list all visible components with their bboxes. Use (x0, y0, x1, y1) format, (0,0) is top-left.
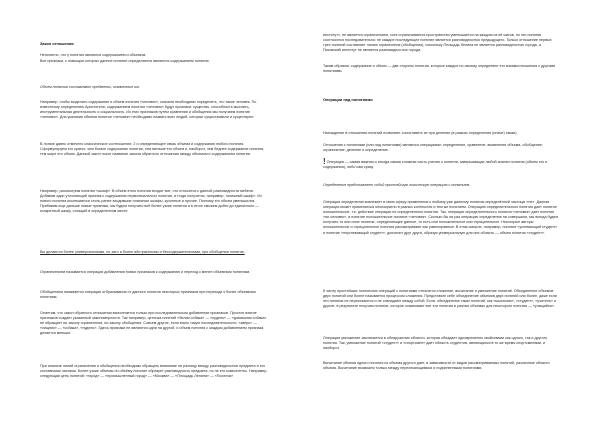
section-heading-laws: Закон отношения (40, 41, 74, 46)
paragraph: Нахождение в отношении понятий позволяет сопоставить их при делении (в рамках определения (иначе) связи). (323, 131, 518, 135)
paragraph: При анализе линий ограничения и обобщения необходимо обращать внимание на разницу между разновидностью предмета и его составными частями. Более узкие объемы по объёму понятие образует разновидность предмета, но не его компоненты. Например, следующая цепь понятий: «город» — «промышленный город» — «Москва» — «Площадь Ленина» — «Поселок» (40, 364, 268, 379)
exclamation-icon: ! (323, 157, 326, 166)
paragraph: Таким образом, содержание и объем — две стороны понятия, которые каждое по-своему определяют его взаимоотношения с другими понятиями. (323, 64, 556, 74)
paragraph: Вы делаются более универсальными, но зато и более абстрактными и бессодержательными, при обобщении понятия. (40, 250, 245, 254)
paragraph: Вычитание объема одного понятия из объема другого дает, в зависимости от видов рассматриваемых понятий, различные области объема. Вычитание возможно только между пересекающимися и подчиненными понятиями. (323, 361, 550, 371)
paragraph: институт», не является ограничением, хотя ограничивается пространство уменьшается на каждом из её шагов, но эти понятия соотносятся последовательно: не каждое последующее понятие является разновидностью предыдущего. Только отношение первых трех понятий составляет линию ограничения (обобщения), поскольку Площадь Ленина не является разновидностью города, а Псковский институт не является разновидностью города. (323, 33, 552, 53)
paragraph: Например, чтобы выделить содержание и объем понятия «человек», сначала необходимо определить, что такое человек. По известному определению Аристотеля, содержанием понятия «человек» будут признаки: существо, способность мыслить, инструментальная деятельность и социальность. Из этих признаков путём сравнения и обобщения мы получаем понятие «человек». Для указания объема понятия «человек» необходимо назвать всех людей, которые существовали и существуют. (40, 100, 257, 120)
paragraph: Операция определения вовлекает в свою сферу применения к любому уже данному понятию определённой частицы «не». Данная операция может применяться многократно в разных контекстах и тем же понятием. Операцию определительного понятия дает понятие положительное, т.е. действие операции не определенного понятия. Так, операции определительного понятия «человек» дает понятие «не-человек», а понятие положительное понятие «человек». Сколько бы ни раз операцию определения ни совершали, мы всегда будем получать то или иное понятие, определяющее данное, то есть или положительное или отрицательное. Некоторые авторы положительное и отрицательное понятия рассматривают как равноправные. В этом смысле, например, понятие «успевающий студент» и понятие «неуспевающий студент», дополнит друг друга, образуя универсальную для них область — объем понятия «студент». (323, 200, 559, 235)
paragraph: Непонятно, что у понятия являются содержанием и объемом. (40, 53, 147, 57)
paragraph: Ограничением называется операция добавления новых признаков к содержанию и переход к менее объемным понятиям. (40, 270, 251, 274)
paragraph: Все признаки, с помощью которых данное понятие определяется являются содержанием понятия. (40, 59, 210, 63)
paragraph-text: Операция — самая важная и иногда самая сложная часть учения о понятии, завершающая любой анализ понятия (объем его и содержания), либо сам сразу. (323, 160, 548, 170)
paragraph: К числу простейших логических операций с понятиями относятся сложение, вычитание и умножение понятий. Объединение объемов двух понятий или более называется процессом сложения. Представьте себе объединение объемов двух понятий или более, даже если эти понятия не пересекаются и не совпадают между собой. Если, объединение таких понятий, как «школьник», «студент», «учитель» и другие, в результате получим понятие, которое охватывает все эти понятия в разных объемах для некоторого понятия — «учащийся». (323, 289, 557, 309)
paragraph: Отметим, что закон обратного отношения выполняется только при последовательном добавлении признаков. Простое взятие признаков создает указанный закономерности. Так например, цепочка понятий «белая собака» — «пудель» — «домашняя собака» не обращает ни закону ограничения, ни закону обобщения. Совсем другое, если взять такую последовательность: «зверь» — «хищник» — «собака», «пудель». Здесь признаки не являются одни на другой, и объем понятия с каждым добавлением признака делается меньше. (40, 311, 267, 336)
paragraph: Отношения с понятиями (или над понятиями) являются операциями: определение, сравнение, выявление объема, обобщение, ограничение, деление и определение. (323, 143, 543, 153)
paragraph: В логике давно отмечено классическое соотношение, 2 и определяющее связь объема и содержания любого понятия. Сформулируем его кратко: чем богаче содержание понятия, тем меньше его объем и, наоборот, чем беднее содержание понятия, тем шире его объем. Данный закон носит название закона обратного отношения между объемом и содержанием понятия. (40, 142, 265, 157)
paragraph: Объем понятия составляют предметы, охваченные им. (40, 85, 140, 89)
paragraph: Например, рассмотрим понятие «шкаф». В объем этого понятия входят все, что относится к данной разновидности мебели. Добавим один уточняющий признак к содержанию первоначального понятия, и тогда получится, например, «книжный шкаф». Из нового понятия исключаются столь ранее входившие платяные шкафы, кухонные и прочие. Поэтому его объем уменьшился. Прибавим еще дальше новые признаки, мы будем получать всё более узкие понятия и в итоге сможем дойти до единичного — конкретный шкаф, стоящий в определенном месте. (40, 189, 262, 214)
paragraph (323, 159, 559, 170)
paragraph: Обобщением называется операция отбрасывания от данного понятия некоторых признаков при переходе к более объемным понятиям. (40, 290, 256, 300)
paragraph: Операция умножение заключается в обнаружении области, которая обладает одновременно свойствами как одного, так и другого понятия. Так, умножение понятий «студент» и «спортсмен» дает область студентов, являющихся в то же время спортсменами, и наоборот. (323, 336, 548, 351)
section-heading-operations: Операции над понятиями (323, 97, 373, 102)
paragraph: Определение представляет собой простейшую логическую операцию с понятием. (323, 183, 471, 187)
